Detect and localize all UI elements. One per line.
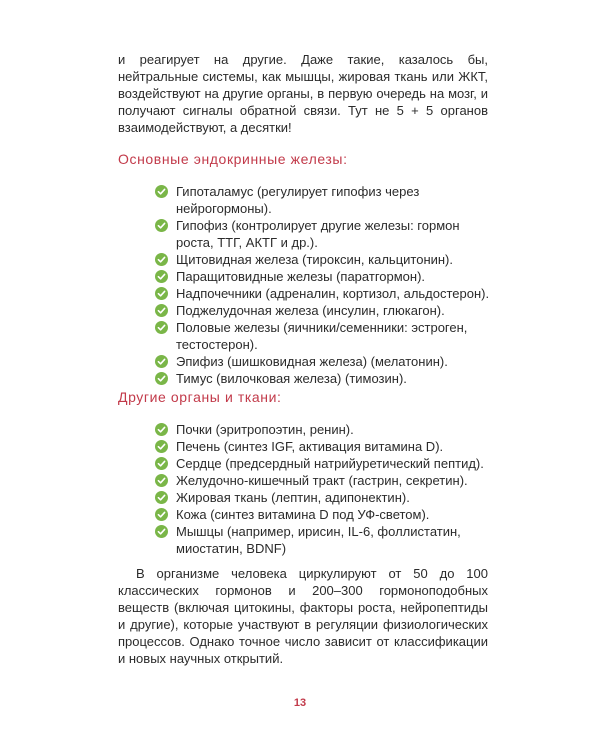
check-circle-icon: [155, 474, 168, 487]
heading-other-organs: Другие органы и ткани:: [118, 389, 282, 405]
list-item: [155, 506, 490, 523]
check-circle-icon: [155, 270, 168, 283]
check-circle-icon: [155, 525, 168, 538]
list-item-text: Гипоталамус (регулирует гипофиз через нейрогормоны).: [176, 184, 420, 216]
list-item-text: Паращитовидные железы (паратгормон).: [176, 269, 426, 284]
list-item: [155, 183, 490, 217]
list-item-text: Тимус (вилочковая железа) (тимозин).: [176, 371, 407, 386]
list-item: [155, 353, 490, 370]
check-circle-icon: [155, 423, 168, 436]
check-circle-icon: [155, 287, 168, 300]
list-item: [155, 455, 490, 472]
list-main-glands: [155, 183, 490, 387]
list-item-text: Сердце (предсердный натрийуретический пептид).: [176, 456, 484, 471]
check-circle-icon: [155, 304, 168, 317]
list-item-text: Мышцы (например, ирисин, IL-6, фоллистатин, миостатин, BDNF): [176, 524, 461, 556]
list-item-text: Печень (синтез IGF, активация витамина D).: [176, 439, 444, 454]
list-item-text: Почки (эритропоэтин, ренин).: [176, 422, 354, 437]
list-other-organs: [155, 421, 490, 557]
list-item-text: Жировая ткань (лептин, адипонектин).: [176, 490, 410, 505]
list-item: [155, 319, 490, 353]
list-item: [155, 370, 490, 387]
check-circle-icon: [155, 457, 168, 470]
list-item-text: Кожа (синтез витамина D под УФ-светом).: [176, 507, 430, 522]
check-circle-icon: [155, 440, 168, 453]
check-circle-icon: [155, 372, 168, 385]
list-item: [155, 472, 490, 489]
list-item: [155, 251, 490, 268]
check-circle-icon: [155, 508, 168, 521]
check-circle-icon: [155, 491, 168, 504]
list-item-text: Половые железы (яичники/семенники: эстроген, тестостерон).: [176, 320, 468, 352]
list-item-text: Надпочечники (адреналин, кортизол, альдостерон).: [176, 286, 490, 301]
list-item: [155, 302, 490, 319]
list-item: [155, 217, 490, 251]
page-number: 13: [293, 697, 307, 709]
list-item: [155, 438, 490, 455]
list-item-text: Щитовидная железа (тироксин, кальцитонин).: [176, 252, 453, 267]
check-circle-icon: [155, 185, 168, 198]
list-item: [155, 285, 490, 302]
heading-main-glands: Основные эндокринные железы:: [118, 151, 348, 167]
list-item: [155, 523, 490, 557]
list-item-text: Желудочно-кишечный тракт (гастрин, секретин).: [176, 473, 468, 488]
intro-paragraph: и реагирует на другие. Даже такие, казалось бы, нейтральные системы, как мышцы, жировая ткань или ЖКТ, воздействуют на другие органы, в первую очередь на мозг, и получают сигналы обратной связи. Тут не 5 + 5 органов взаимодействуют, а десятки!: [118, 52, 488, 135]
check-circle-icon: [155, 219, 168, 232]
list-item-text: Поджелудочная железа (инсулин, глюкагон).: [176, 303, 445, 318]
outro-paragraph: В организме человека циркулируют от 50 до 100 классических гормонов и 200–300 гормоноподобных веществ (включая цитокины, факторы роста, нейропептиды и другие), которые участвуют в регуляции физиологических процессов. Однако точное число зависит от классификации и новых научных открытий.: [118, 566, 488, 666]
list-item: [155, 489, 490, 506]
list-item: [155, 268, 490, 285]
list-item-text: Эпифиз (шишковидная железа) (мелатонин).: [176, 354, 448, 369]
list-item-text: Гипофиз (контролирует другие железы: гормон роста, ТТГ, АКТГ и др.).: [176, 218, 460, 250]
check-circle-icon: [155, 253, 168, 266]
list-item: [155, 421, 490, 438]
check-circle-icon: [155, 321, 168, 334]
check-circle-icon: [155, 355, 168, 368]
